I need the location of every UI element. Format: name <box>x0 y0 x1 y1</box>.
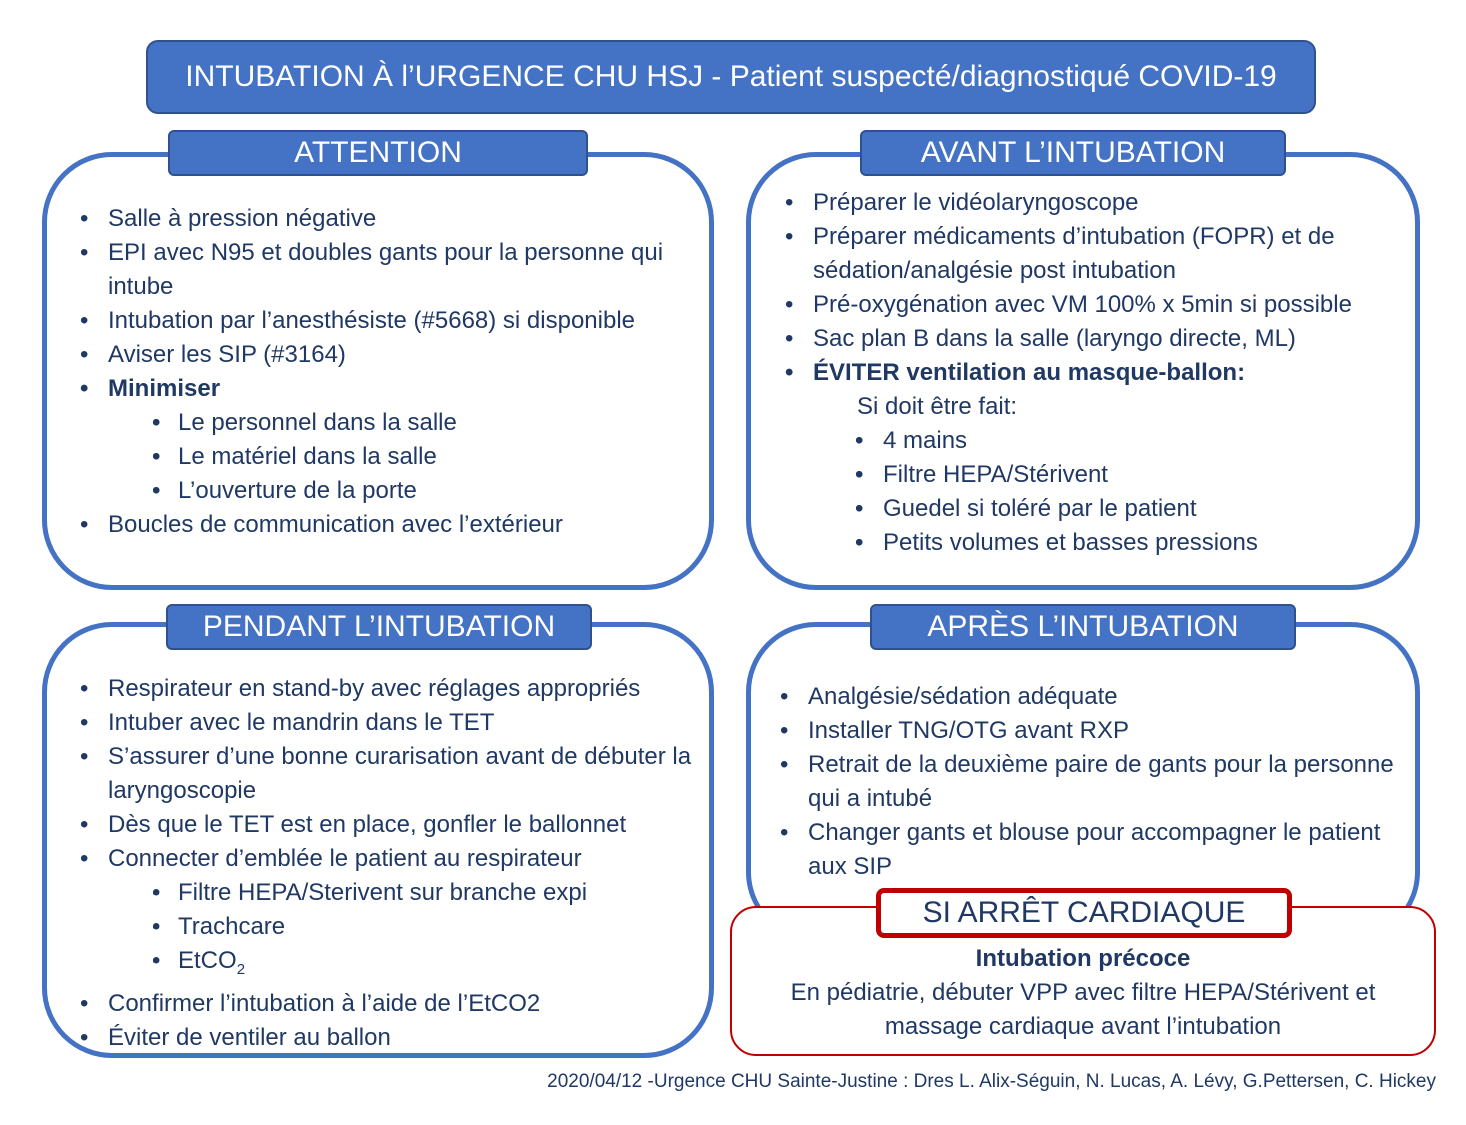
list-item: • Installer TNG/OTG avant RXP <box>780 714 1400 748</box>
pendant-header: PENDANT L’INTUBATION <box>166 604 592 650</box>
attention-list <box>80 202 700 542</box>
minimiser-label: Minimiser <box>108 375 221 402</box>
list-item: • EPI avec N95 et doubles gants pour la personne qui intube <box>80 236 700 304</box>
list-item: • • Guedel si toléré par le patient <box>855 492 1405 526</box>
list-item: • Préparer médicaments d’intubation (FOPR) et de sédation/analgésie post intubation <box>785 220 1405 288</box>
list-item: • • Filtre HEPA/Stérivent <box>855 458 1405 492</box>
list-item: • Éviter de ventiler au ballon <box>80 1021 700 1055</box>
list-item: • Respirateur en stand-by avec réglages appropriés <box>80 672 700 706</box>
avant-sublist <box>785 424 1405 560</box>
attention-header: ATTENTION <box>168 130 588 176</box>
list-item: • Intuber avec le mandrin dans le TET <box>80 706 700 740</box>
connect-sublist <box>80 876 700 987</box>
list-item: • Boucles de communication avec l’extérieur <box>80 508 700 542</box>
avant-list <box>785 186 1405 560</box>
cardiac-arrest-line-1: Intubation précoce <box>975 945 1191 972</box>
list-item: • Dès que le TET est en place, gonfler le ballonnet <box>80 808 700 842</box>
list-item: • Sac plan B dans la salle (laryngo directe, ML) <box>785 322 1405 356</box>
cardiac-arrest-header: SI ARRÊT CARDIAQUE <box>876 888 1292 938</box>
avant-header: AVANT L’INTUBATION <box>860 130 1286 176</box>
list-item: • ÉVITER ventilation au masque-ballon: <box>785 356 1405 390</box>
list-item: • • 4 mains <box>855 424 1405 458</box>
list-item: • - EtCO$_2$ <box>152 944 700 987</box>
page-title: INTUBATION À l’URGENCE CHU HSJ - Patient suspecté/diagnostiqué COVID-19 <box>146 40 1316 114</box>
list-item: • - Filtre HEPA/Sterivent sur branche expi <box>152 876 700 910</box>
list-item: • Aviser les SIP (#3164) <box>80 338 700 372</box>
cardiac-arrest-line-3: massage cardiaque avant l’intubation <box>884 1013 1282 1040</box>
list-item: • • Le matériel dans la salle <box>152 440 700 474</box>
list-item: • Analgésie/sédation adéquate <box>780 680 1400 714</box>
list-item: • • L’ouverture de la porte <box>152 474 700 508</box>
list-item <box>80 372 700 406</box>
list-item: • Connecter d’emblée le patient au respirateur <box>80 842 700 876</box>
list-item: • Salle à pression négative <box>80 202 700 236</box>
list-item: • • Petits volumes et basses pressions <box>855 526 1405 560</box>
minimiser-sublist <box>80 406 700 508</box>
cardiac-arrest-text <box>730 942 1436 1044</box>
list-item: • Pré-oxygénation avec VM 100% x 5min si possible <box>785 288 1405 322</box>
list-item: • Confirmer l’intubation à l’aide de l’EtCO2 <box>80 987 700 1021</box>
list-item: • Retrait de la deuxième paire de gants pour la personne qui a intubé <box>780 748 1400 816</box>
list-item: • • Le personnel dans la salle <box>152 406 700 440</box>
footer-credits: 2020/04/12 -Urgence CHU Sainte-Justine : Dres L. Alix-Séguin, N. Lucas, A. Lévy, G.Pettersen, C. Hickey <box>547 1071 1436 1092</box>
list-item: • S’assurer d’une bonne curarisation avant de débuter la laryngoscopie <box>80 740 700 808</box>
apres-list <box>780 680 1400 884</box>
apres-header: APRÈS L’INTUBATION <box>870 604 1296 650</box>
list-item: • - Trachcare <box>152 910 700 944</box>
avant-sub-intro: Si doit être fait: <box>857 393 1018 420</box>
list-item: • Intubation par l’anesthésiste (#5668) si disponible <box>80 304 700 338</box>
list-item: • Préparer le vidéolaryngoscope <box>785 186 1405 220</box>
cardiac-arrest-line-2: En pédiatrie, débuter VPP avec filtre HEPA/Stérivent et <box>790 979 1376 1006</box>
pendant-list <box>80 672 700 1055</box>
list-item: • Changer gants et blouse pour accompagner le patient aux SIP <box>780 816 1400 884</box>
